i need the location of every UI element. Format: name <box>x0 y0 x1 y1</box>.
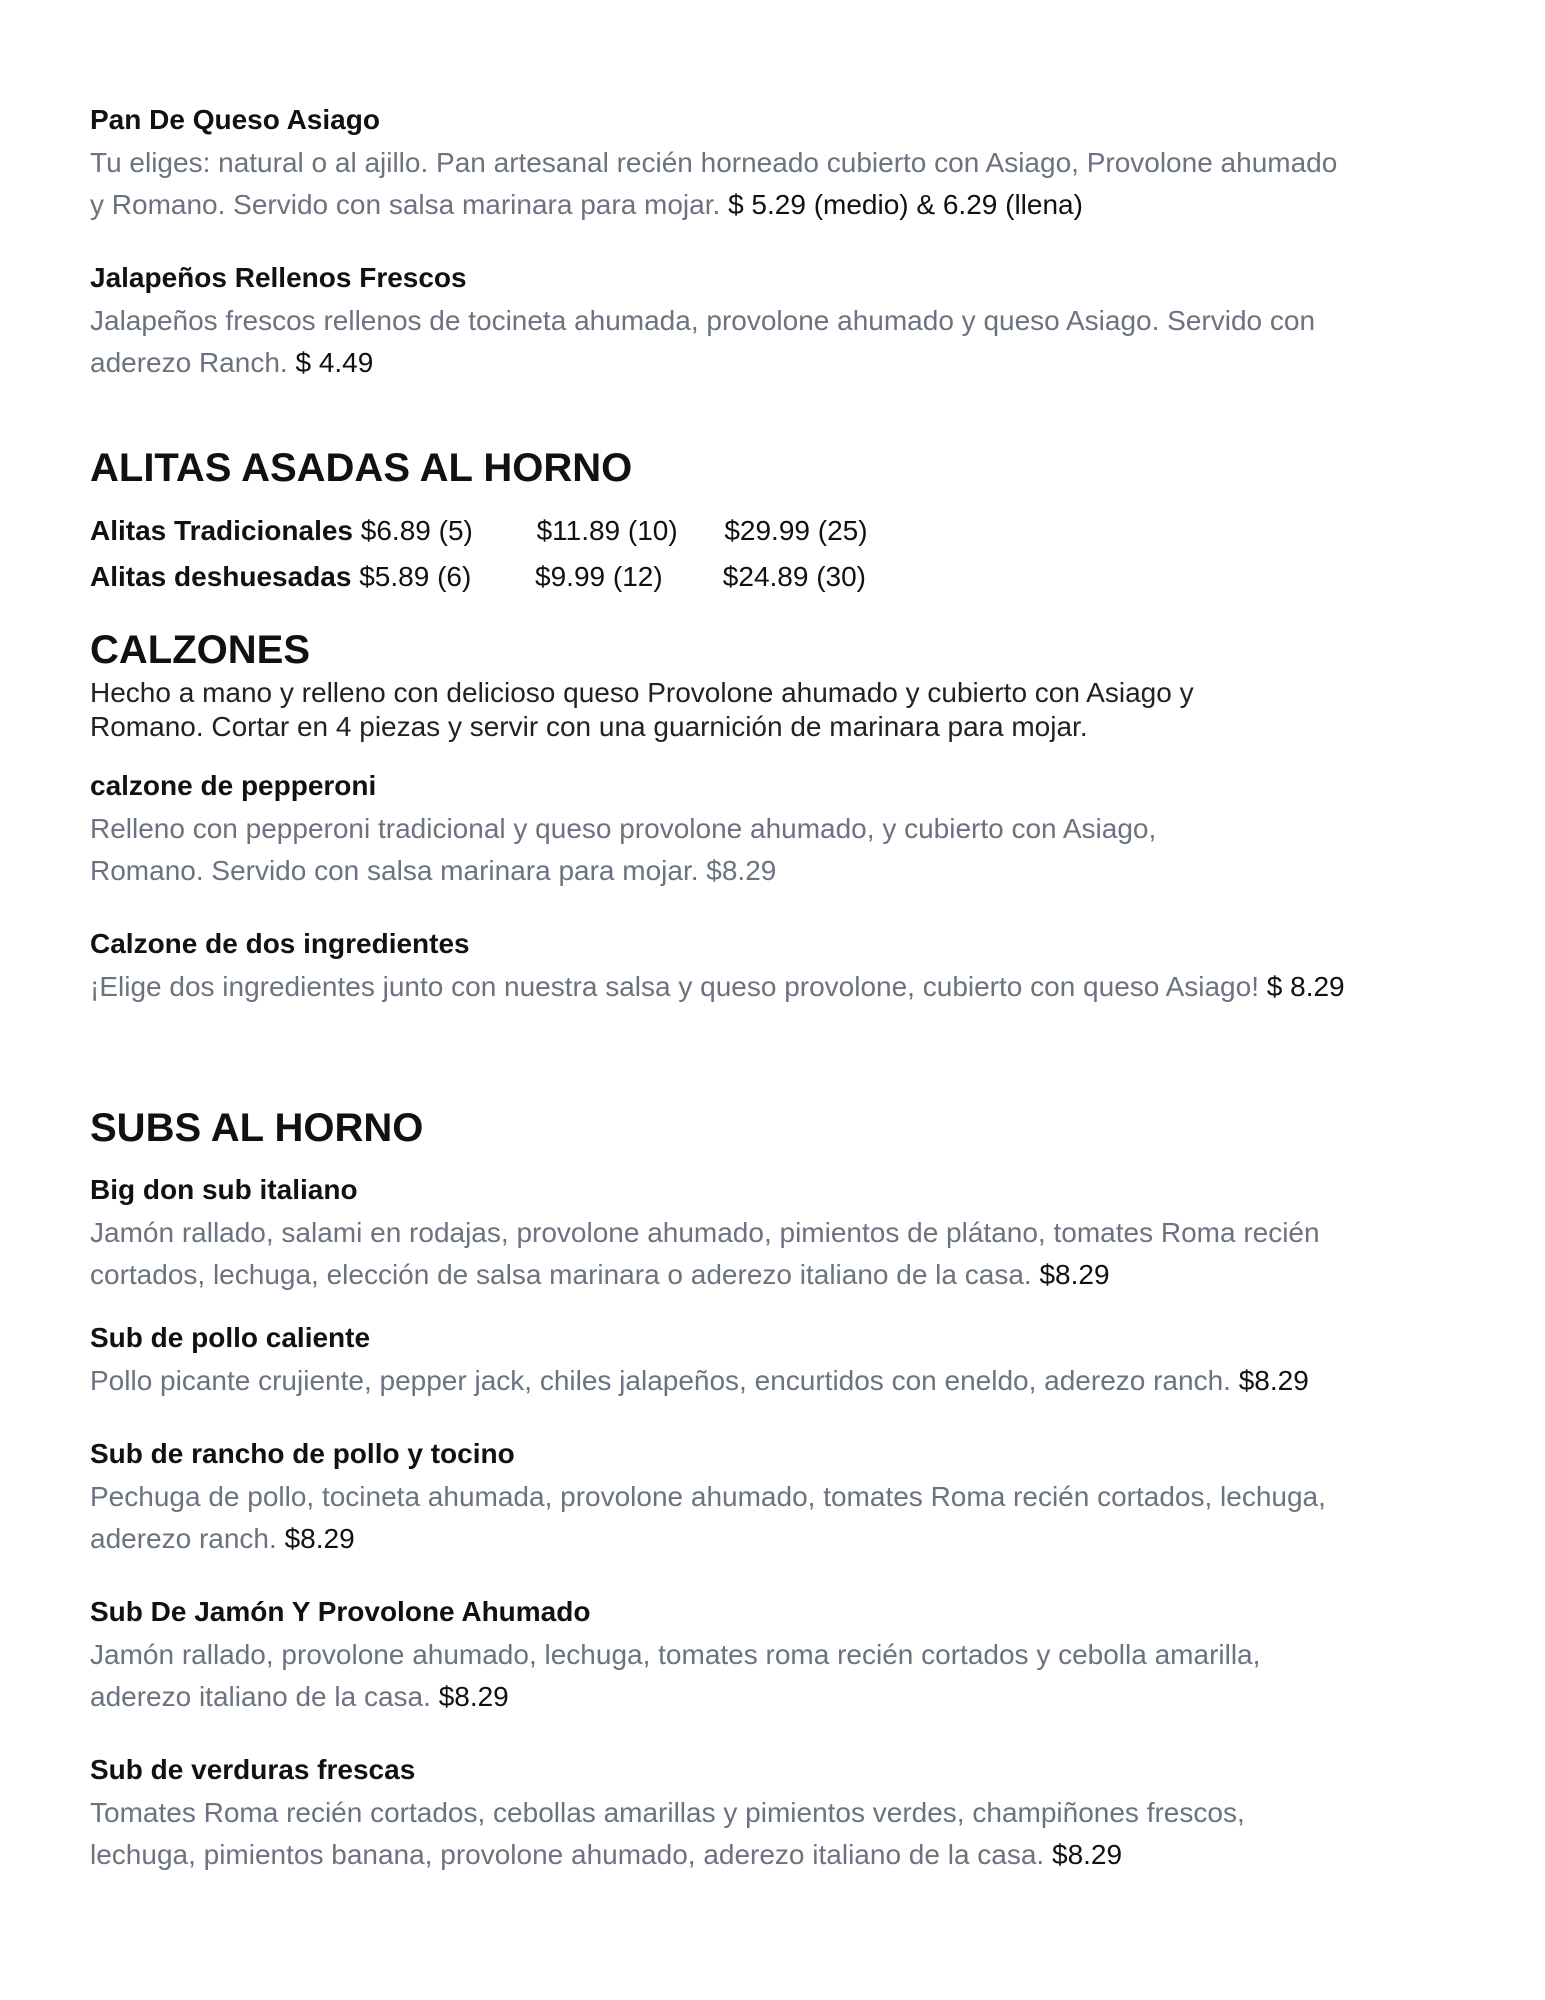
section-title-subs: SUBS AL HORNO <box>90 1106 424 1150</box>
item-desc-text: aderezo ranch. <box>90 1523 277 1554</box>
item-title: Jalapeños Rellenos Frescos <box>90 262 467 293</box>
item-description <box>90 1634 1455 1718</box>
item-price: $8.29 <box>1039 1259 1110 1290</box>
menu-item-pan-de-queso <box>90 98 1455 226</box>
menu-item-verduras-frescas <box>90 1748 1455 1876</box>
section-title-wings: ALITAS ASADAS AL HORNO <box>90 446 633 490</box>
item-desc-line <box>90 342 1455 384</box>
item-desc-text: ¡Elige dos ingredientes junto con nuestra salsa y queso provolone, cubierto con queso Asiago! <box>90 971 1259 1002</box>
item-desc-line <box>90 184 1455 226</box>
item-price: $8.29 <box>438 1681 509 1712</box>
item-desc-text: lechuga, pimientos banana, provolone ahumado, aderezo italiano de la casa. <box>90 1839 1045 1870</box>
item-desc-line <box>90 966 1455 1008</box>
item-desc-text: cortados, lechuga, elección de salsa marinara o aderezo italiano de la casa. <box>90 1259 1032 1290</box>
item-description <box>90 808 1455 892</box>
wings-row <box>90 554 1455 600</box>
wings-name: Alitas deshuesadas <box>90 561 352 592</box>
item-description <box>90 1792 1455 1876</box>
section-title-calzones: CALZONES <box>90 628 310 672</box>
item-title: Sub de rancho de pollo y tocino <box>90 1438 515 1469</box>
item-price: $ 8.29 <box>1266 971 1345 1002</box>
menu-item-big-don <box>90 1168 1455 1296</box>
wings-row <box>90 508 1455 554</box>
wings-name: Alitas Tradicionales <box>90 515 353 546</box>
item-description <box>90 1212 1455 1296</box>
menu-item-calzone-pepperoni <box>90 764 1455 892</box>
item-description <box>90 1476 1455 1560</box>
item-price: $ 4.49 <box>295 347 374 378</box>
item-price: $ 5.29 (medio) & 6.29 (llena) <box>728 189 1083 220</box>
item-desc-line: Pechuga de pollo, tocineta ahumada, provolone ahumado, tomates Roma recién cortados, lechuga, <box>90 1481 1326 1512</box>
item-title: calzone de pepperoni <box>90 770 377 801</box>
item-description <box>90 1360 1455 1402</box>
wings-price-medium: $9.99 (12) <box>535 561 663 592</box>
item-title: Big don sub italiano <box>90 1174 358 1205</box>
item-desc-line: Relleno con pepperoni tradicional y queso provolone ahumado, y cubierto con Asiago, <box>90 813 1157 844</box>
item-desc-line: Tomates Roma recién cortados, cebollas amarillas y pimientos verdes, champiñones frescos, <box>90 1797 1245 1828</box>
item-title: Pan De Queso Asiago <box>90 104 380 135</box>
item-title: Sub De Jamón Y Provolone Ahumado <box>90 1596 591 1627</box>
item-desc-line: Romano. Servido con salsa marinara para mojar. $8.29 <box>90 855 777 886</box>
item-desc-line: Jamón rallado, salami en rodajas, provolone ahumado, pimientos de plátano, tomates Roma recién <box>90 1217 1320 1248</box>
item-desc-text: aderezo italiano de la casa. <box>90 1681 431 1712</box>
item-description <box>90 142 1455 226</box>
item-price: $8.29 <box>1052 1839 1123 1870</box>
item-desc-text: Pollo picante crujiente, pepper jack, chiles jalapeños, encurtidos con eneldo, aderezo ranch. <box>90 1365 1231 1396</box>
item-desc-line: Tu eliges: natural o al ajillo. Pan artesanal recién horneado cubierto con Asiago, Provolone ahumado <box>90 147 1338 178</box>
item-desc-line <box>90 1834 1455 1876</box>
menu-item-calzone-dos-ingredientes <box>90 922 1455 1008</box>
calzones-intro <box>90 676 1455 744</box>
menu-item-pollo-caliente <box>90 1316 1455 1402</box>
wings-price-medium: $11.89 (10) <box>536 515 678 546</box>
intro-line: Hecho a mano y relleno con delicioso queso Provolone ahumado y cubierto con Asiago y <box>90 677 1194 708</box>
menu-item-rancho-pollo-tocino <box>90 1432 1455 1560</box>
wings-price-small: $6.89 (5) <box>360 515 473 546</box>
item-title: Calzone de dos ingredientes <box>90 928 470 959</box>
wings-price-large: $24.89 (30) <box>722 561 867 592</box>
item-title: Sub de verduras frescas <box>90 1754 416 1785</box>
item-desc-line <box>90 1360 1455 1402</box>
item-desc-line: Jalapeños frescos rellenos de tocineta ahumada, provolone ahumado y queso Asiago. Servido con <box>90 305 1316 336</box>
item-desc-line <box>90 1254 1455 1296</box>
item-desc-text: aderezo Ranch. <box>90 347 288 378</box>
item-price: $8.29 <box>1238 1365 1309 1396</box>
item-desc-line: Jamón rallado, provolone ahumado, lechuga, tomates roma recién cortados y cebolla amarilla, <box>90 1639 1261 1670</box>
item-title: Sub de pollo caliente <box>90 1322 371 1353</box>
menu-item-jamon-provolone <box>90 1590 1455 1718</box>
menu-item-jalapenos <box>90 256 1455 384</box>
item-desc-line <box>90 1676 1455 1718</box>
wings-price-large: $29.99 (25) <box>724 515 868 546</box>
intro-line: Romano. Cortar en 4 piezas y servir con una guarnición de marinara para mojar. <box>90 711 1088 742</box>
item-desc-line <box>90 1518 1455 1560</box>
item-description <box>90 966 1455 1008</box>
item-description <box>90 300 1455 384</box>
item-price: $8.29 <box>284 1523 355 1554</box>
wings-price-small: $5.89 (6) <box>359 561 472 592</box>
item-desc-text: y Romano. Servido con salsa marinara para mojar. <box>90 189 721 220</box>
